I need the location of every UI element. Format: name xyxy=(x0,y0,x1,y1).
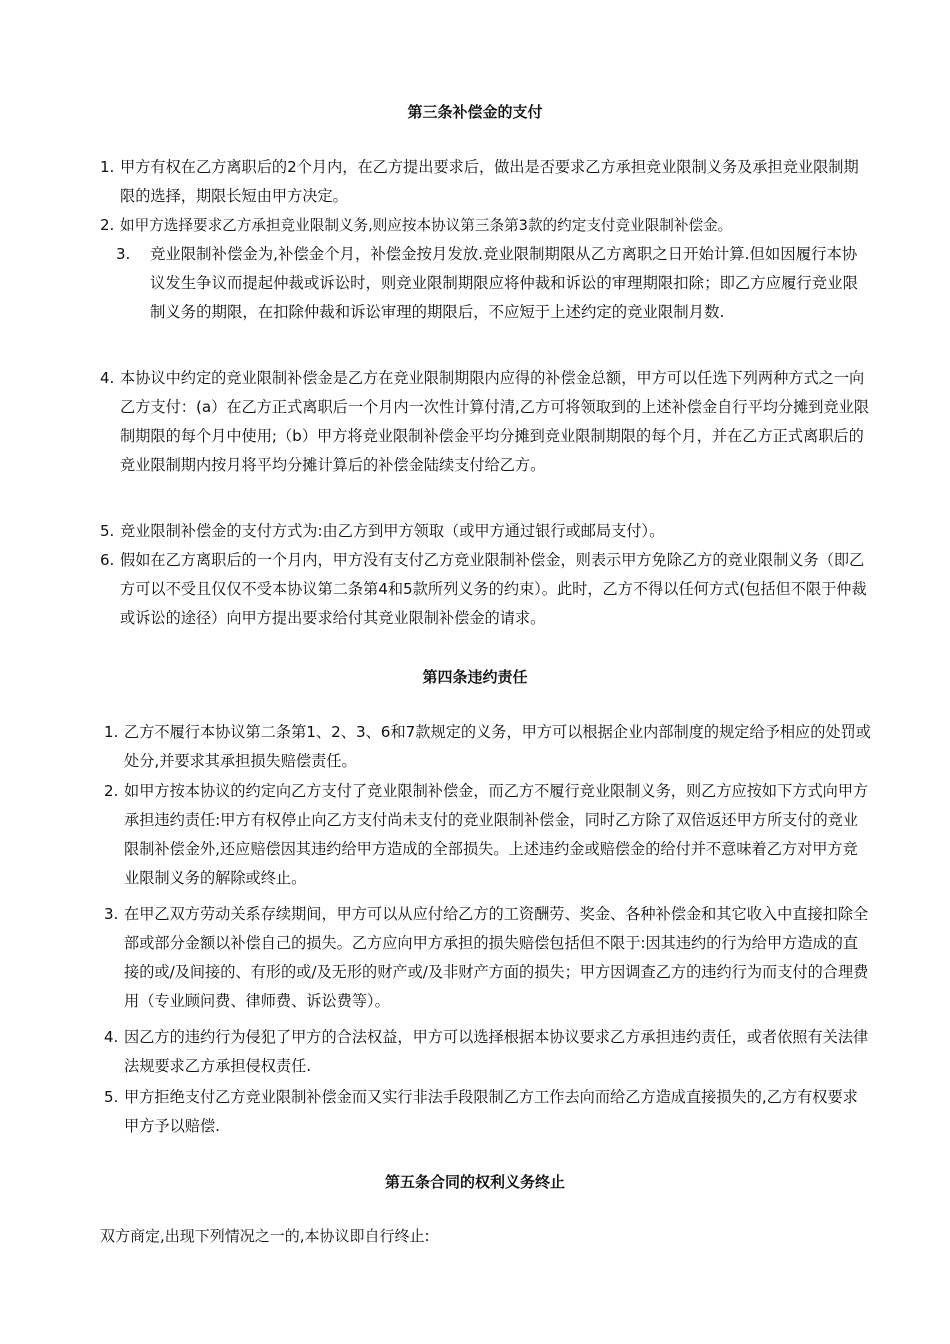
section3-title: 第三条补偿金的支付 xyxy=(407,103,543,121)
section3-item-1 xyxy=(100,153,872,211)
section3-item-4 xyxy=(100,364,872,480)
item-text: 如甲方选择要求乙方承担竞业限制义务,则应按本协议第三条第3款的约定支付竞业限制补偿金。 xyxy=(120,217,733,234)
item-number: 6. xyxy=(100,551,115,569)
section5-intro: 双方商定,出现下列情况之一的,本协议即自行终止: xyxy=(100,1227,430,1245)
item-text: 在甲乙双方劳动关系存续期间，甲方可以从应付给乙方的工资酬劳、奖金、各种补偿金和其它收入中直接扣除全部或部分金额以补偿自己的损失。乙方应向甲方承担的损失赔偿包括但不限于:因其违约的行为给甲方造成的直接的或/及间接的、有形的或/及无形的财产或/及非财产方面的损失；甲方因调查乙方的违约行为而支付的合理费用（专业顾问费、律师费、诉讼费等）。 xyxy=(124,905,869,1010)
item-number: 2. xyxy=(104,782,119,800)
item-number: 4. xyxy=(100,369,115,387)
item-text: 因乙方的违约行为侵犯了甲方的合法权益，甲方可以选择根据本协议要求乙方承担违约责任，或者依照有关法律法规要求乙方承担侵权责任. xyxy=(124,1028,869,1075)
item-number: 2. xyxy=(100,216,115,234)
section3-item-6 xyxy=(100,546,872,633)
section4-item-2 xyxy=(104,777,872,893)
item-number: 1. xyxy=(100,158,115,176)
item-text: 本协议中约定的竞业限制补偿金是乙方在竞业限制期限内应得的补偿金总额，甲方可以任选下列两种方式之一向乙方支付：(a）在乙方正式离职后一个月内一次性计算付清,乙方可将领取到的上述补偿金自行平均分摊到竞业限制期限的每个月中使用;（b）甲方将竞业限制补偿金平均分摊到竞业限制期限的每个月，并在乙方正式离职后的竞业限制期内按月将平均分摊计算后的补偿金陆续支付给乙方。 xyxy=(120,369,870,474)
section4-title: 第四条违约责任 xyxy=(422,668,528,686)
item-text: 乙方不履行本协议第二条第1、2、3、6和7款规定的义务，甲方可以根据企业内部制度的规定给予相应的处罚或处分,并要求其承担损失赔偿责任。 xyxy=(124,723,871,770)
section3-item-3 xyxy=(116,240,872,327)
section4-item-1 xyxy=(104,718,872,776)
section4-item-5 xyxy=(104,1083,872,1141)
section5-title: 第五条合同的权利义务终止 xyxy=(384,1173,565,1191)
item-number: 5. xyxy=(104,1088,119,1106)
section3-item-2 xyxy=(100,211,872,240)
item-number: 3. xyxy=(104,905,119,923)
item-text: 竞业限制补偿金为,补偿金个月，补偿金按月发放.竞业限制期限从乙方离职之日开始计算.但如因履行本协议发生争议而提起仲裁或诉讼时，则竞业限制期限应将仲裁和诉讼的审理期限扣除；即乙方应履行竞业限制义务的期限，在扣除仲裁和诉讼审理的期限后，不应短于上述约定的竞业限制月数. xyxy=(150,245,858,321)
item-number: 5. xyxy=(100,522,115,540)
section4-item-4 xyxy=(104,1023,872,1081)
item-text: 如甲方按本协议的约定向乙方支付了竞业限制补偿金，而乙方不履行竞业限制义务，则乙方应按如下方式向甲方承担违约责任:甲方有权停止向乙方支付尚未支付的竞业限制补偿金，同时乙方除了双倍返还甲方所支付的竞业限制补偿金外,还应赔偿因其违约给甲方造成的全部损失。上述违约金或赔偿金的给付并不意味着乙方对甲方竞业限制义务的解除或终止。 xyxy=(124,782,869,887)
section4-item-3 xyxy=(104,900,872,1016)
item-text: 甲方有权在乙方离职后的2个月内，在乙方提出要求后，做出是否要求乙方承担竞业限制义务及承担竞业限制期限的选择，期限长短由甲方决定。 xyxy=(120,158,859,205)
item-number: 4. xyxy=(104,1028,119,1046)
item-text: 竞业限制补偿金的支付方式为:由乙方到甲方领取（或甲方通过银行或邮局支付）。 xyxy=(120,522,665,540)
item-text: 假如在乙方离职后的一个月内，甲方没有支付乙方竞业限制补偿金，则表示甲方免除乙方的竞业限制义务（即乙方可以不受且仅仅不受本协议第二条第4和5款所列义务的约束）。此时，乙方不得以任何方式(包括但不限于仲裁或诉讼的途径）向甲方提出要求给付其竞业限制补偿金的请求。 xyxy=(120,551,867,627)
section3-item-5 xyxy=(100,517,872,546)
item-text: 甲方拒绝支付乙方竞业限制补偿金而又实行非法手段限制乙方工作去向而给乙方造成直接损失的,乙方有权要求甲方予以赔偿. xyxy=(124,1088,858,1135)
item-number: 3. xyxy=(116,245,131,263)
item-number: 1. xyxy=(104,723,119,741)
